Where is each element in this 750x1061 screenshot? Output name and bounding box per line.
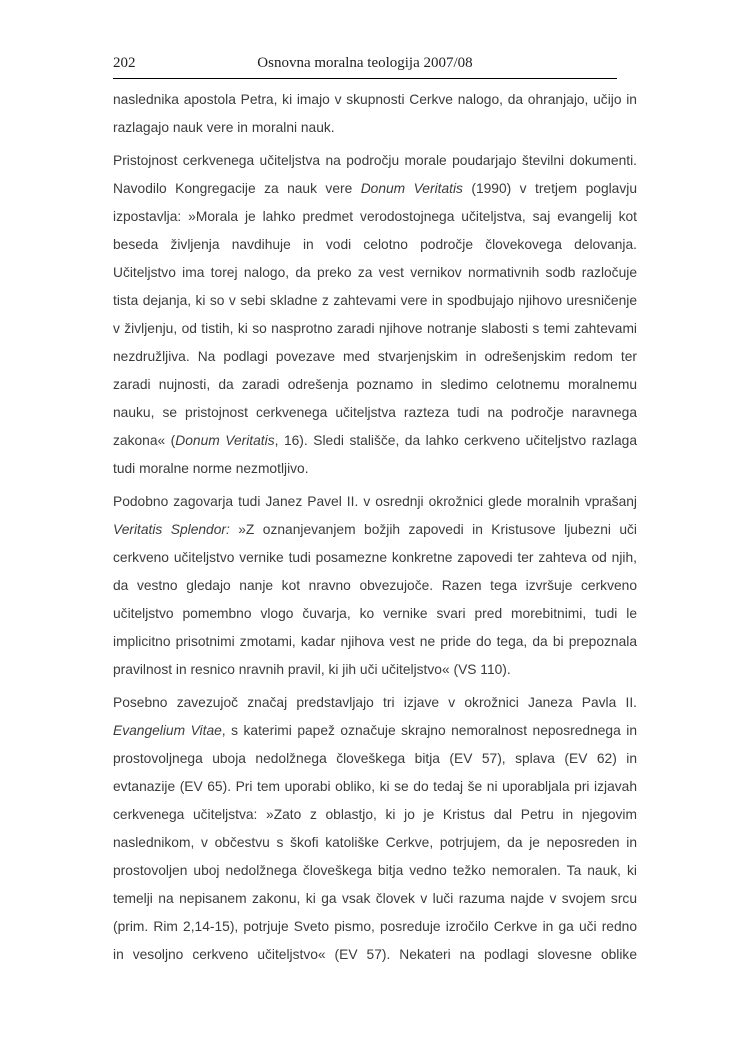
text-segment: in vesoljno cerkveno učiteljstvo« (EV 57). Nekateri na podlagi slovesne oblike [113, 947, 637, 962]
text-segment: tista dejanja, ki so v sebi skladne z zahtevami vere in spodbujajo njihovo uresničenje [113, 293, 637, 308]
text-line [113, 315, 637, 343]
text-segment: Pristojnost cerkvenega učiteljstva na področju morale poudarjajo številni dokumenti. [113, 153, 637, 168]
italic-text: Evangelium Vitae [113, 723, 222, 738]
text-line [113, 455, 637, 483]
text-segment: v življenju, od tistih, ki so nasprotno zaradi njihove notranje slabosti s temi zahtevami [113, 321, 637, 336]
paragraph [113, 488, 637, 684]
italic-text: Veritatis Splendor: [113, 522, 230, 537]
text-line [113, 343, 637, 371]
text-line [113, 259, 637, 287]
text-segment: zaradi nujnosti, da zaradi odrešenja poznamo in sledimo celotnemu moralnemu [113, 377, 637, 392]
text-segment: Podobno zagovarja tudi Janez Pavel II. v osrednji okrožnici glede moralnih vprašanj [113, 494, 637, 509]
text-segment: naslednikom, v občestvu s škofi katoliške Cerkve, potrjujem, da je neposreden in [113, 835, 637, 850]
text-segment: »Z oznanjevanjem božjih zapovedi in Kristusove ljubezni uči [229, 522, 637, 537]
header-title: Osnovna moralna teologija 2007/08 [257, 55, 473, 71]
italic-text: Donum Veritatis [360, 181, 463, 196]
text-segment: cerkveno učiteljstvo vernike tudi posamezne konkretne zapovedi ter zahteva od njih, [113, 550, 637, 565]
text-line [113, 857, 637, 885]
text-line [113, 689, 637, 717]
text-segment: Posebno zavezujoč značaj predstavljajo tri izjave v okrožnici Janeza Pavla II. [113, 695, 637, 710]
text-line [113, 628, 637, 656]
text-line [113, 287, 637, 315]
text-line [113, 86, 637, 114]
text-segment: nauku, se pristojnost cerkvenega učiteljstva razteza tudi na področje naravnega [113, 405, 637, 420]
text-line [113, 399, 637, 427]
text-segment: tudi moralne norme nezmotljivo. [113, 461, 309, 476]
text-line [113, 572, 637, 600]
paragraph [113, 147, 637, 483]
page-body [113, 86, 637, 974]
text-line [113, 717, 637, 745]
text-line [113, 656, 637, 684]
text-line [113, 231, 637, 259]
text-segment: , 16). Sledi stališče, da lahko cerkveno učiteljstvo razlaga [274, 433, 638, 448]
paragraph [113, 86, 637, 142]
text-segment: beseda življenja navdihuje in vodi celotno področje človekovega delovanja. [113, 237, 637, 252]
text-segment: Navodilo Kongregacije za nauk vere [113, 181, 361, 196]
text-segment: da vestno gledajo nanje kot nravno obvezujoče. Razen tega izvršuje cerkveno [113, 578, 637, 593]
text-line [113, 203, 637, 231]
page-header [113, 54, 617, 79]
text-segment: , s katerimi papež označuje skrajno nemoralnost neposrednega in [221, 723, 638, 738]
text-segment: implicitno prisotnimi zmotami, kadar njihova vest ne pride do tega, da bi prepoznala [113, 634, 637, 649]
paragraph [113, 689, 637, 969]
text-segment: nezdružljiva. Na podlagi povezave med stvarjenjskim in odrešenjskim redom ter [113, 349, 637, 364]
text-line [113, 488, 637, 516]
page-number: 202 [113, 55, 136, 71]
text-line [113, 114, 637, 142]
text-segment: Učiteljstvo ima torej nalogo, da preko za vest vernikov normativnih sodb razločuje [113, 265, 637, 280]
text-segment: zakona« ( [113, 433, 176, 448]
text-line [113, 427, 637, 455]
text-segment: prostovoljen uboj nedolžnega človeškega bitja vedno težko nemoralen. Ta nauk, ki [113, 863, 637, 878]
text-segment: učiteljstvo pomembno vlogo čuvarja, ko vernike svari pred morebitnimi, tudi le [113, 606, 637, 621]
text-segment: razlagajo nauk vere in moralni nauk. [113, 120, 335, 135]
text-line [113, 516, 637, 544]
text-line [113, 801, 637, 829]
italic-text: Donum Veritatis [175, 433, 275, 448]
text-line [113, 175, 637, 203]
text-segment: izpostavlja: »Morala je lahko predmet verodostojnega učiteljstva, saj evangelij kot [113, 209, 637, 224]
text-segment: pravilnost in resnico nravnih pravil, ki jih uči učiteljstvo« (VS 110). [113, 662, 511, 677]
text-segment: evtanazije (EV 65). Pri tem uporabi obliko, ki se do tedaj še ni uporabljala pri izjavah [113, 779, 637, 794]
text-line [113, 829, 637, 857]
text-segment: (prim. Rim 2,14-15), potrjuje Sveto pismo, posreduje izročilo Cerkve in ga uči redno [113, 919, 637, 934]
text-segment: temelji na nepisanem zakonu, ki ga vsak človek v luči razuma najde v svojem srcu [113, 891, 637, 906]
text-segment: naslednika apostola Petra, ki imajo v skupnosti Cerkve nalogo, da ohranjajo, učijo in [113, 92, 637, 107]
text-segment: (1990) v tretjem poglavju [462, 181, 637, 196]
text-line [113, 544, 637, 572]
text-line [113, 745, 637, 773]
text-segment: prostovoljnega uboja nedolžnega človeškega bitja (EV 57), splava (EV 62) in [113, 751, 637, 766]
text-line [113, 600, 637, 628]
text-line [113, 913, 637, 941]
text-line [113, 147, 637, 175]
text-line [113, 941, 637, 969]
text-line [113, 885, 637, 913]
text-line [113, 371, 637, 399]
text-segment: cerkvenega učiteljstva: »Zato z oblastjo, ki jo je Kristus dal Petru in njegovim [113, 807, 637, 822]
text-line [113, 773, 637, 801]
